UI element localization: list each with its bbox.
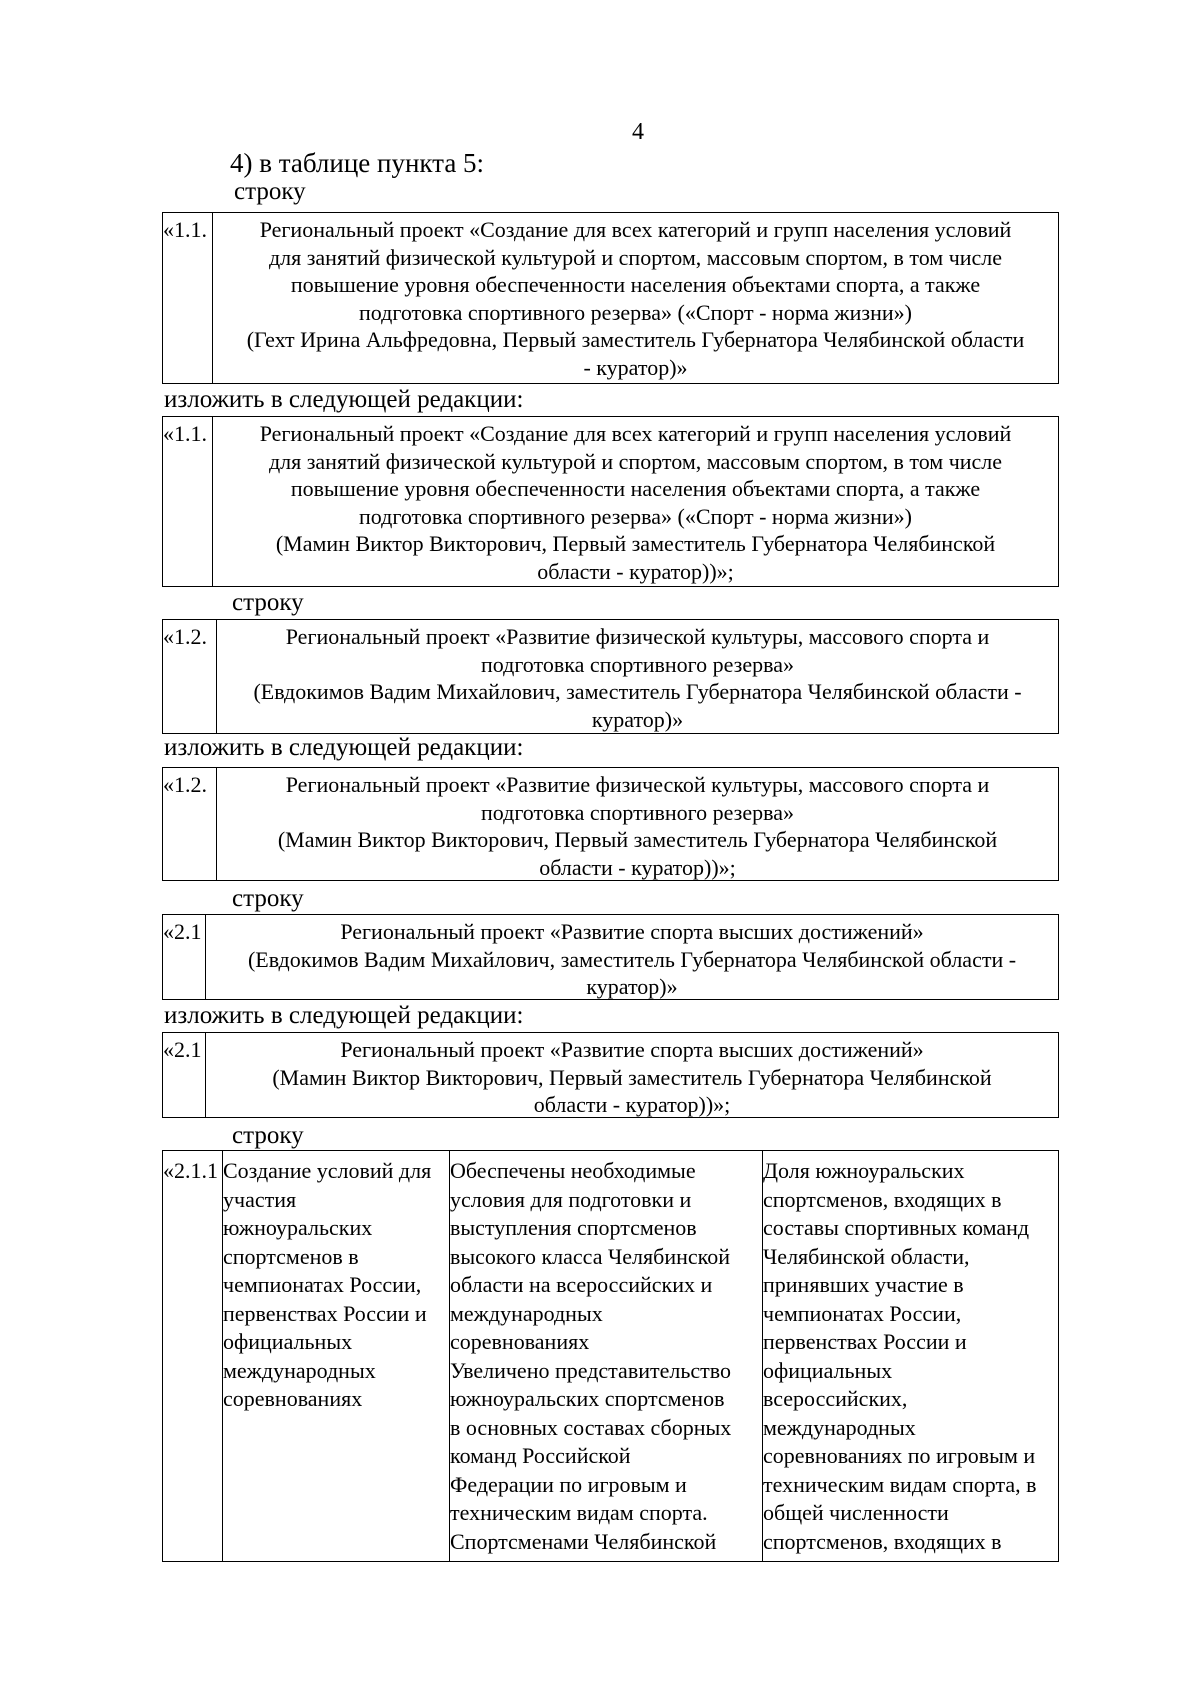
text-line: области - куратор))»; [537, 558, 734, 584]
text-line: соревнованиях [223, 1386, 363, 1411]
text-line: Федерации по игровым и [450, 1471, 687, 1497]
text-line: подготовка спортивного резерва» («Спорт - норма жизни») [359, 299, 912, 325]
row-text [206, 915, 1058, 999]
text-line: повышение уровня обеспеченности населения объектами спорта, а также [290, 476, 981, 501]
table-old-2-1-1 [162, 1150, 1059, 1562]
table-old-2-1 [162, 914, 1059, 1000]
row-number: «2.1.1 [163, 1151, 223, 1561]
text-line: южноуральских [223, 1215, 373, 1240]
label-replace: изложить в следующей редакции: [164, 1002, 524, 1029]
text-line: для занятий физической культурой и спортом, массовым спортом, в том числе [268, 448, 1003, 474]
text-line: чемпионатах России, [223, 1272, 422, 1297]
text-line: Региональный проект «Создание для всех категорий и групп населения условий [259, 217, 1012, 242]
text-line: техническим видам спорта, в [763, 1471, 1037, 1497]
text-line: команд Российской [450, 1443, 631, 1468]
table-old-1-2 [162, 619, 1059, 734]
text-line: (Гехт Ирина Альфредовна, Первый заместитель Губернатора Челябинской области [246, 327, 1025, 352]
text-line: (Евдокимов Вадим Михайлович, заместитель Губернатора Челябинской области - [253, 679, 1022, 704]
text-line: спортсменов, входящих в [763, 1186, 1002, 1212]
text-line: куратор)» [586, 974, 678, 999]
table-new-2-1 [162, 1032, 1059, 1118]
table-new-1-1 [162, 416, 1059, 587]
text-line: условия для подготовки и [450, 1186, 692, 1212]
row-number: «1.1. [163, 213, 213, 383]
label-replace: изложить в следующей редакции: [164, 734, 524, 761]
text-line: официальных [763, 1357, 893, 1383]
row-number: «1.1. [163, 417, 213, 586]
row-number: «2.1 [163, 1033, 206, 1117]
label-replace: изложить в следующей редакции: [164, 386, 524, 413]
row-number: «1.2. [163, 768, 217, 880]
text-line: международных [763, 1414, 916, 1440]
text-line: подготовка спортивного резерва» [481, 799, 794, 825]
text-line: международных [223, 1357, 376, 1383]
label-row: строку [232, 885, 304, 912]
text-line: области на всероссийских и [450, 1272, 713, 1297]
text-line: первенствах России и [763, 1329, 967, 1354]
row-text [206, 1033, 1058, 1117]
row-number: «2.1 [163, 915, 206, 999]
row-text [213, 213, 1058, 383]
text-line: техническим видам спорта. [450, 1500, 708, 1525]
text-line: спортсменов в [223, 1243, 359, 1269]
col-result [450, 1151, 763, 1561]
text-line: спортсменов, входящих в [763, 1528, 1002, 1554]
text-line: Региональный проект «Развитие спорта высших достижений» [340, 919, 924, 944]
text-line: Увеличено представительство [450, 1357, 731, 1383]
label-row: строку [232, 589, 304, 616]
text-line: принявших участие в [763, 1272, 964, 1297]
label-row: строку [234, 178, 306, 205]
text-line: составы спортивных команд [763, 1215, 1030, 1240]
text-line: высокого класса Челябинской [450, 1243, 730, 1269]
text-line: всероссийских, [763, 1386, 908, 1411]
text-line: чемпионатах России, [763, 1300, 962, 1326]
page-number: 4 [632, 119, 644, 145]
text-line: области - куратор))»; [539, 854, 736, 880]
text-line: Региональный проект «Развитие спорта высших достижений» [340, 1037, 924, 1062]
text-line: выступления спортсменов [450, 1215, 697, 1240]
text-line: подготовка спортивного резерва» («Спорт - норма жизни») [359, 503, 912, 529]
text-line: области - куратор))»; [533, 1092, 731, 1117]
text-line: соревнованиях [450, 1329, 590, 1354]
text-line: официальных [223, 1329, 353, 1354]
col-task [223, 1151, 450, 1561]
text-line: для занятий физической культурой и спортом, массовым спортом, в том числе [268, 244, 1003, 270]
label-row: строку [232, 1122, 304, 1149]
text-line: соревнованиях по игровым и [763, 1443, 1036, 1468]
row-text [217, 768, 1058, 880]
text-line: Региональный проект «Развитие физической культуры, массового спорта и [285, 624, 990, 649]
text-line: повышение уровня обеспеченности населения объектами спорта, а также [290, 272, 981, 297]
text-line: (Мамин Виктор Викторович, Первый заместитель Губернатора Челябинской [275, 531, 996, 556]
text-line: Создание условий для [223, 1158, 432, 1183]
text-line: международных [450, 1300, 603, 1326]
table-old-1-1 [162, 212, 1059, 384]
text-line: Доля южноуральских [763, 1158, 965, 1183]
row-number: «1.2. [163, 620, 217, 733]
intro-text: 4) в таблице пункта 5: [230, 148, 485, 178]
text-line: (Мамин Виктор Викторович, Первый заместитель Губернатора Челябинской [272, 1064, 992, 1090]
text-line: южноуральских спортсменов [450, 1386, 725, 1411]
text-line: Обеспечены необходимые [450, 1158, 696, 1183]
text-line: в основных составах сборных [450, 1414, 732, 1440]
row-text [217, 620, 1058, 733]
text-line: (Евдокимов Вадим Михайлович, заместитель Губернатора Челябинской области - [247, 946, 1017, 972]
text-line: - куратор)» [583, 354, 688, 380]
text-line: общей численности [763, 1500, 949, 1525]
text-line: Спортсменами Челябинской [450, 1528, 717, 1554]
text-line: подготовка спортивного резерва» [481, 651, 794, 677]
text-line: первенствах России и [223, 1300, 427, 1326]
col-indicator [763, 1151, 1058, 1561]
text-line: участия [223, 1186, 297, 1212]
text-line: (Мамин Виктор Викторович, Первый заместитель Губернатора Челябинской [277, 827, 998, 852]
text-line: Региональный проект «Создание для всех категорий и групп населения условий [259, 421, 1012, 446]
row-text [213, 417, 1058, 586]
text-line: Челябинской области, [763, 1243, 970, 1269]
table-new-1-2 [162, 767, 1059, 881]
text-line: Региональный проект «Развитие физической культуры, массового спорта и [285, 772, 990, 797]
text-line: куратор)» [591, 706, 684, 732]
